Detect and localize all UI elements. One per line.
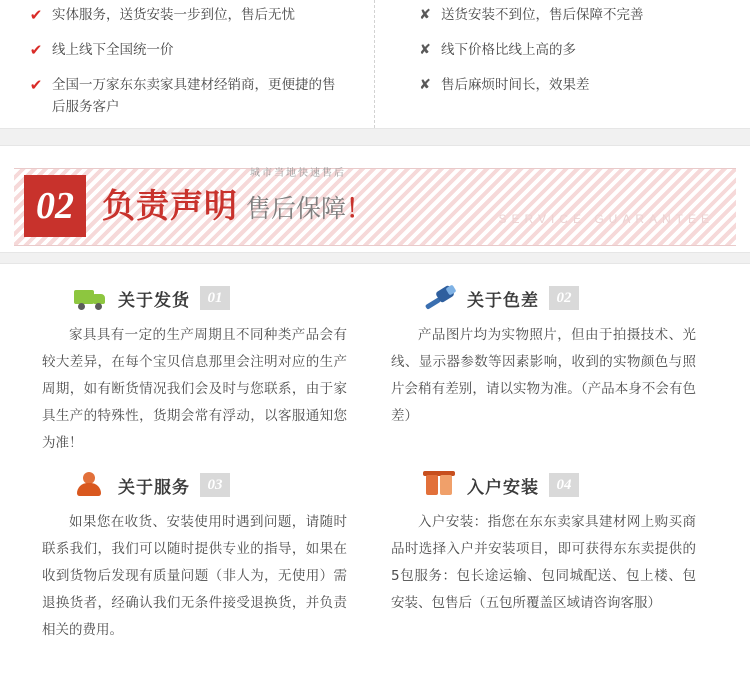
truck-icon (74, 284, 108, 312)
cell-number: 02 (549, 286, 579, 310)
banner-exclamation: ！ (346, 194, 372, 223)
cell-header (74, 471, 347, 499)
cell-title: 关于服务 (118, 477, 190, 498)
banner-english-caption: SERVICE GUARANTEE (498, 212, 714, 226)
guarantee-grid (0, 264, 750, 658)
cell-body-text: 入户安装：指您在东东卖家具建材网上购买商品时选择入户并安装项目，即可获得东东卖提供的5包服务：包长途运输、包同城配送、包上楼、包安装、包售后（五包所覆盖区域请咨询客服） (391, 514, 696, 611)
cross-icon: ✘ (419, 7, 431, 23)
list-item-text: 全国一万家东东卖家具建材经销商，更便捷的售后服务客户 (52, 77, 336, 115)
banner-subtitle (246, 194, 371, 224)
guarantee-cell-shipping (26, 284, 375, 457)
comparison-disadvantages-column (375, 0, 724, 128)
section-divider-band (0, 128, 750, 146)
cell-header (423, 471, 696, 499)
cell-header (423, 284, 696, 312)
list-item-text: 线下价格比线上高的多 (441, 42, 576, 58)
banner-text-group (102, 168, 372, 225)
list-item (415, 74, 724, 96)
section-banner (0, 160, 750, 252)
banner-title: 负责声明 (102, 186, 238, 225)
comparison-section (0, 0, 750, 128)
cell-header (74, 284, 347, 312)
check-icon: ✔ (29, 76, 43, 94)
cell-body-text: 如果您在收货、安装使用时遇到问题，请随时联系我们，我们可以随时提供专业的指导，如果在收到货物后发现有质量问题（非人为，无使用）需退换货者，经确认我们无条件接受退换货，并负责相关的费用。 (42, 514, 347, 638)
cell-number: 03 (200, 473, 230, 497)
banner-subtitle-group (246, 168, 372, 224)
cell-number: 01 (200, 286, 230, 310)
list-item-text: 送货安装不到位，售后保障不完善 (441, 7, 644, 23)
brush-icon (423, 284, 457, 312)
list-item-text: 售后麻烦时间长，效果差 (441, 77, 590, 93)
list-item (415, 4, 724, 26)
banner-tagline: 城市当地快速售后 (250, 168, 346, 179)
cell-body-text: 家具具有一定的生产周期且不同种类产品会有较大差异，在每个宝贝信息那里会注明对应的生产周期，如有断货情况我们会及时与您联系，由于家具生产的特殊性，货期会常有浮动，以客服通知您为准！ (42, 327, 347, 451)
cross-icon: ✘ (419, 77, 431, 93)
banner-number: 02 (24, 175, 86, 237)
service-icon (74, 471, 108, 499)
list-item-text: 实体服务，送货安装一步到位，售后无忧 (52, 7, 295, 23)
list-item (26, 74, 348, 118)
check-icon: ✔ (29, 6, 43, 24)
install-icon (423, 471, 457, 499)
guarantee-cell-service (26, 471, 375, 644)
cell-number: 04 (549, 473, 579, 497)
guarantee-cell-installation (375, 471, 724, 644)
banner-subtitle-text: 售后保障 (246, 194, 347, 223)
cell-title: 关于发货 (118, 290, 190, 311)
list-item (26, 4, 348, 26)
cell-title: 入户安装 (467, 477, 539, 498)
section-divider-band-2 (0, 252, 750, 264)
list-item-text: 线上线下全国统一价 (52, 42, 174, 58)
check-icon: ✔ (29, 41, 43, 59)
cross-icon: ✘ (419, 42, 431, 58)
list-item (415, 39, 724, 61)
comparison-advantages-column (26, 0, 375, 128)
guarantee-cell-color (375, 284, 724, 457)
banner-content (24, 168, 372, 238)
cell-body-text: 产品图片均为实物照片，但由于拍摄技术、光线、显示器参数等因素影响，收到的实物颜色与照片会稍有差别，请以实物为准。（产品本身不会有色差） (391, 327, 696, 424)
list-item (26, 39, 348, 61)
cell-title: 关于色差 (467, 290, 539, 311)
